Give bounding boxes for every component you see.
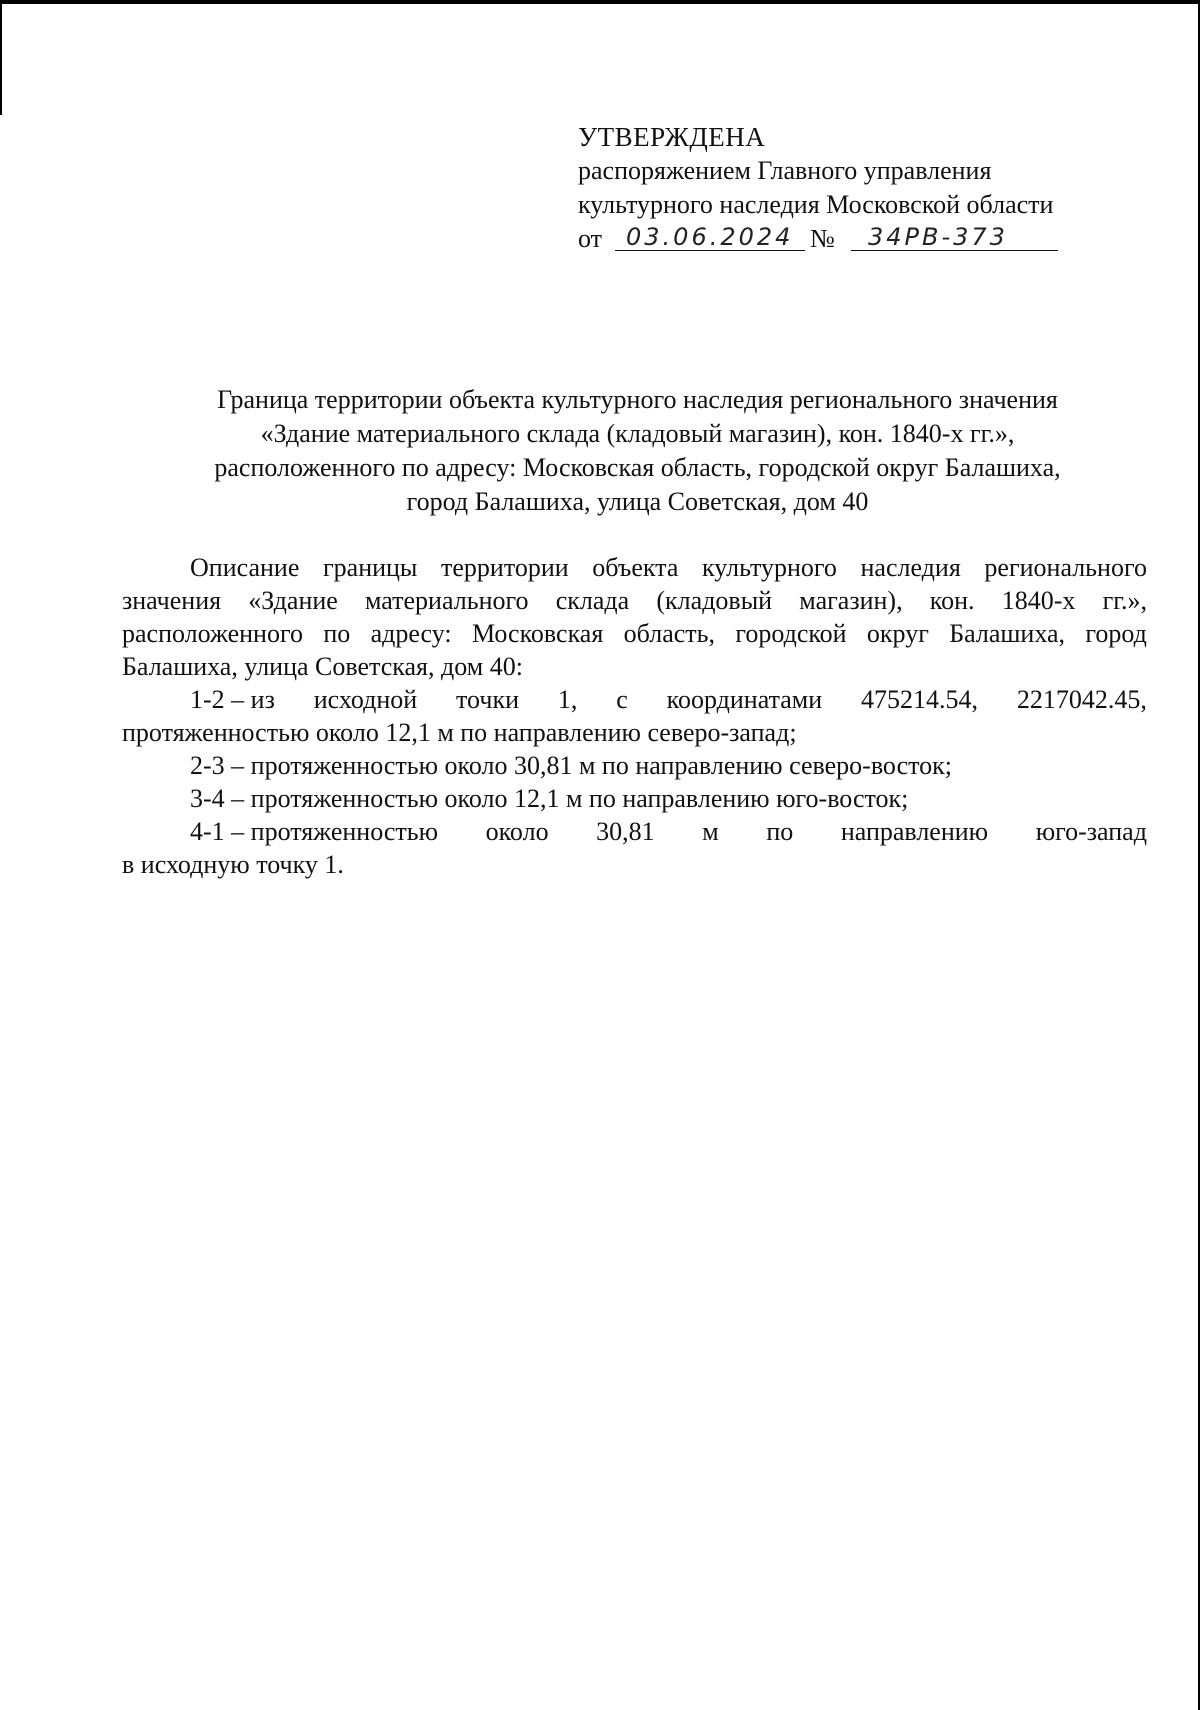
word: материального <box>365 586 529 615</box>
word: магазин), <box>799 586 903 615</box>
word: 2217042.45, <box>1016 685 1147 714</box>
justified-line <box>122 617 1147 650</box>
word: с <box>616 685 628 714</box>
word: объекта <box>592 553 679 582</box>
word: 475214.54, <box>861 685 979 714</box>
word: культурного <box>701 553 837 582</box>
scan-edge-left <box>0 0 2 115</box>
approval-block <box>578 120 1138 260</box>
title-line: Граница территории объекта культурного наследия регионального значения <box>217 385 1058 414</box>
word: точки <box>456 685 519 714</box>
word: Балашиха, <box>949 619 1066 648</box>
word: юго-запад <box>1035 817 1147 846</box>
word: расположенного <box>122 619 303 648</box>
word: область, <box>623 619 715 648</box>
approval-line-2: культурного наследия Московской области <box>578 190 1054 219</box>
word: склада <box>555 586 630 615</box>
word: 1, <box>557 685 578 714</box>
title-line: расположенного по адресу: Московская область, городской округ Балашиха, <box>214 453 1061 482</box>
word: наследия <box>860 553 961 582</box>
word: кон. <box>929 586 975 615</box>
justified-line <box>122 551 1147 584</box>
word: около <box>485 817 549 846</box>
word: город <box>1085 619 1147 648</box>
word: исходной <box>313 685 418 714</box>
word: гг.», <box>1102 586 1147 615</box>
word: по <box>766 817 794 846</box>
segment-2-3: 2-3 – протяженностью около 30,81 м по направлению северо-восток; <box>190 751 952 780</box>
document-title <box>120 383 1155 519</box>
word: направлению <box>840 817 989 846</box>
title-line: город Балашиха, улица Советская, дом 40 <box>406 487 869 516</box>
date-handwritten: 03.06.2024 <box>626 223 794 251</box>
description-line: Балашиха, улица Советская, дом 40: <box>122 652 523 681</box>
number-handwritten: 34РВ-373 <box>868 223 1008 251</box>
justified-line <box>122 683 1147 716</box>
boundary-description <box>122 551 1147 881</box>
approval-heading: УТВЕРЖДЕНА <box>578 122 766 152</box>
word: значения <box>122 586 222 615</box>
segment-4-1-line: в исходную точку 1. <box>122 850 344 879</box>
word: Московская <box>471 619 604 648</box>
word: регионального <box>984 553 1147 582</box>
word: территории <box>441 553 569 582</box>
approval-date-line <box>578 222 1138 260</box>
word: 30,81 <box>596 817 655 846</box>
word: 1840-х <box>1001 586 1076 615</box>
approval-line-1: распоряжением Главного управления <box>578 156 992 185</box>
word: 1-2 – из <box>190 685 275 714</box>
number-label: № <box>810 224 835 253</box>
title-line: «Здание материального склада (кладовый магазин), кон. 1840-х гг.», <box>260 419 1015 448</box>
word: городской <box>735 619 847 648</box>
justified-line <box>122 815 1147 848</box>
word: координатами <box>666 685 823 714</box>
justified-line <box>122 584 1147 617</box>
word: м <box>702 817 719 846</box>
word: по <box>323 619 351 648</box>
word: «Здание <box>248 586 338 615</box>
scan-edge-top <box>0 0 1200 4</box>
segment-1-2-line: протяженностью около 12,1 м по направлению северо-запад; <box>122 718 797 747</box>
word: границы <box>322 553 418 582</box>
word: адресу: <box>370 619 452 648</box>
segment-3-4: 3-4 – протяженностью около 12,1 м по направлению юго-восток; <box>190 784 909 813</box>
word: 4-1 – протяженностью <box>190 817 439 846</box>
word: Описание <box>190 553 300 582</box>
word: (кладовый <box>656 586 773 615</box>
date-label: от <box>578 224 603 253</box>
word: округ <box>866 619 929 648</box>
